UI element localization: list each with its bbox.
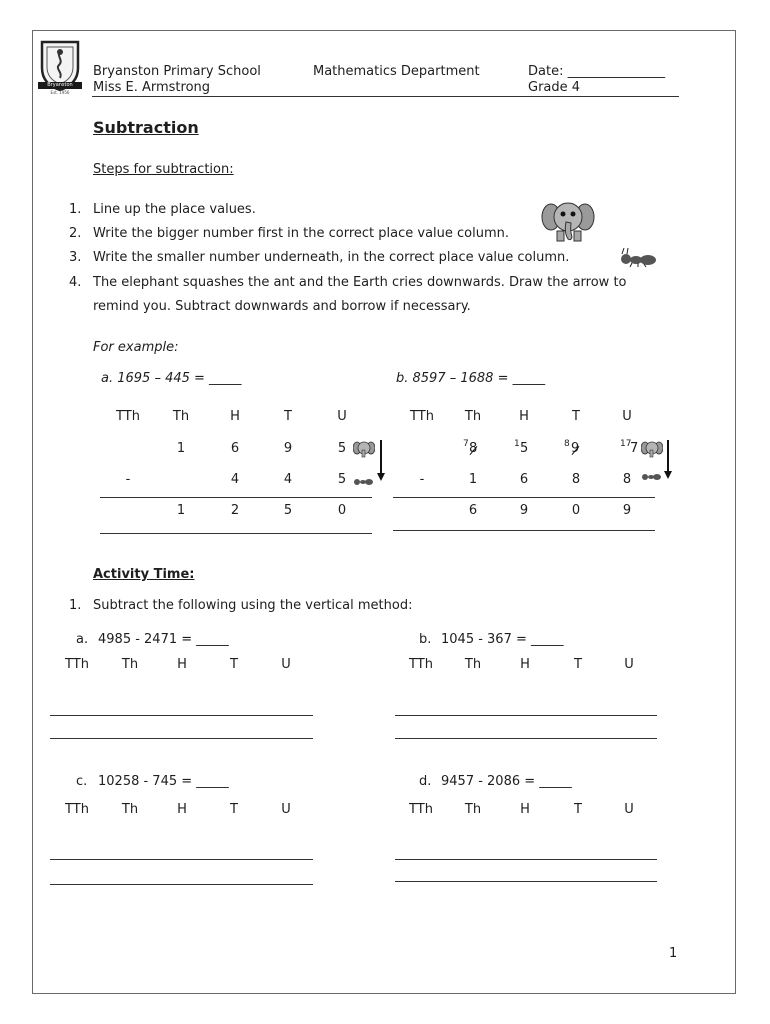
problem-expression: 4985 - 2471 = _____: [98, 632, 229, 647]
example-b-title: b. 8597 – 1688 = _____: [396, 371, 546, 386]
column-header: Th: [464, 409, 482, 424]
ant-icon: [353, 476, 375, 486]
digit-cell: 7: [630, 441, 639, 456]
elephant-icon: [353, 440, 375, 458]
column-header: U: [624, 657, 634, 672]
problem-expression: 9457 - 2086 = _____: [441, 774, 572, 789]
column-header: H: [520, 657, 530, 672]
example-label: For example:: [93, 340, 179, 355]
result-digit: 0: [571, 503, 581, 518]
problem-label: c.: [76, 774, 88, 789]
crossed-digit: 9: [571, 441, 580, 456]
column-header: T: [574, 802, 582, 817]
result-digit: 0: [337, 503, 347, 518]
answer-rule: [395, 859, 657, 860]
borrow-digit: 17: [620, 439, 632, 449]
elephant-icon: [641, 440, 663, 458]
logo-est-text: Est. 1956: [50, 90, 70, 95]
column-header: T: [574, 657, 582, 672]
arrow-head-icon: [664, 471, 672, 479]
column-header: TTh: [116, 409, 140, 424]
ant-icon: [641, 470, 663, 482]
borrow-digit: 8: [564, 439, 570, 449]
page-number: 1: [669, 946, 678, 961]
column-header: Th: [464, 657, 482, 672]
step-text: Write the bigger number first in the correct place value column.: [93, 226, 510, 241]
answer-rule: [395, 881, 657, 882]
digit-cell: 5: [520, 441, 529, 456]
column-header: T: [284, 409, 292, 424]
answer-rule: [393, 497, 655, 498]
instruction-text: Subtract the following using the vertical method:: [93, 598, 413, 613]
result-digit: 1: [176, 503, 186, 518]
step-number: 2.: [69, 226, 82, 241]
date-field: Date: _______________: [528, 64, 666, 79]
borrow-digit: 1: [514, 439, 520, 449]
arrow-head-icon: [377, 473, 385, 481]
page-title: Subtraction: [93, 118, 199, 137]
step-text: The elephant squashes the ant and the Earth cries downwards. Draw the arrow to: [93, 275, 627, 290]
department-name: Mathematics Department: [313, 64, 480, 79]
answer-rule: [50, 738, 313, 739]
subtract-arrow: [380, 440, 382, 475]
digit-cell: 4: [230, 472, 240, 487]
column-header: T: [230, 657, 238, 672]
grade-label: Grade 4: [528, 80, 581, 95]
digit-cell: 1: [176, 441, 186, 456]
minus-sign: -: [125, 472, 131, 487]
school-name: Bryanston Primary School: [93, 64, 261, 79]
digit-cell: 4: [283, 472, 293, 487]
step-number: 4.: [69, 275, 82, 290]
answer-rule: [100, 497, 372, 498]
answer-rule: [50, 884, 313, 885]
digit-cell: 5: [337, 441, 347, 456]
column-header: U: [624, 802, 634, 817]
column-header: Th: [121, 802, 139, 817]
column-header: U: [337, 409, 347, 424]
column-header: TTh: [65, 802, 89, 817]
answer-rule: [50, 715, 313, 716]
column-header: TTh: [409, 657, 433, 672]
digit-cell: 6: [519, 472, 529, 487]
column-header: T: [572, 409, 580, 424]
digit-cell: 5: [337, 472, 347, 487]
activity-heading: Activity Time:: [93, 567, 195, 582]
logo-banner-text: Bryanston: [47, 82, 73, 88]
column-header: H: [177, 657, 187, 672]
answer-rule: [50, 859, 313, 860]
steps-heading: Steps for subtraction:: [93, 162, 234, 177]
elephant-icon: [541, 197, 595, 243]
crossed-digit: 8: [469, 441, 478, 456]
answer-rule: [393, 530, 655, 531]
column-header: H: [177, 802, 187, 817]
column-header: U: [281, 802, 291, 817]
column-header: TTh: [65, 657, 89, 672]
header-rule: [92, 96, 679, 97]
step-text: remind you. Subtract downwards and borrow if necessary.: [93, 299, 471, 314]
column-header: Th: [121, 657, 139, 672]
digit-cell: 8: [622, 472, 632, 487]
column-header: T: [230, 802, 238, 817]
digit-cell: 1: [468, 472, 478, 487]
answer-rule: [395, 738, 657, 739]
column-header: TTh: [410, 409, 434, 424]
column-header: U: [281, 657, 291, 672]
borrow-digit: 7: [463, 439, 469, 449]
digit-cell: 6: [230, 441, 240, 456]
instruction-number: 1.: [69, 598, 82, 613]
problem-expression: 1045 - 367 = _____: [441, 632, 564, 647]
digit-cell: 8: [571, 472, 581, 487]
minus-sign: -: [419, 472, 425, 487]
result-digit: 6: [468, 503, 478, 518]
column-header: H: [520, 802, 530, 817]
answer-rule: [100, 533, 372, 534]
ant-icon: [618, 246, 658, 268]
result-digit: 9: [519, 503, 529, 518]
problem-expression: 10258 - 745 = _____: [98, 774, 229, 789]
digit-cell: 9: [283, 441, 293, 456]
result-digit: 9: [622, 503, 632, 518]
teacher-name: Miss E. Armstrong: [93, 80, 211, 95]
step-number: 1.: [69, 202, 82, 217]
column-header: H: [519, 409, 529, 424]
result-digit: 5: [283, 503, 293, 518]
problem-label: b.: [419, 632, 432, 647]
column-header: TTh: [409, 802, 433, 817]
subtract-arrow: [667, 440, 669, 473]
result-digit: 2: [230, 503, 240, 518]
example-a-title: a. 1695 – 445 = _____: [101, 371, 242, 386]
step-number: 3.: [69, 250, 82, 265]
step-text: Write the smaller number underneath, in the correct place value column.: [93, 250, 570, 265]
column-header: H: [230, 409, 240, 424]
answer-rule: [395, 715, 657, 716]
column-header: Th: [172, 409, 190, 424]
column-header: Th: [464, 802, 482, 817]
problem-label: a.: [76, 632, 89, 647]
column-header: U: [622, 409, 632, 424]
step-text: Line up the place values.: [93, 202, 256, 217]
problem-label: d.: [419, 774, 432, 789]
